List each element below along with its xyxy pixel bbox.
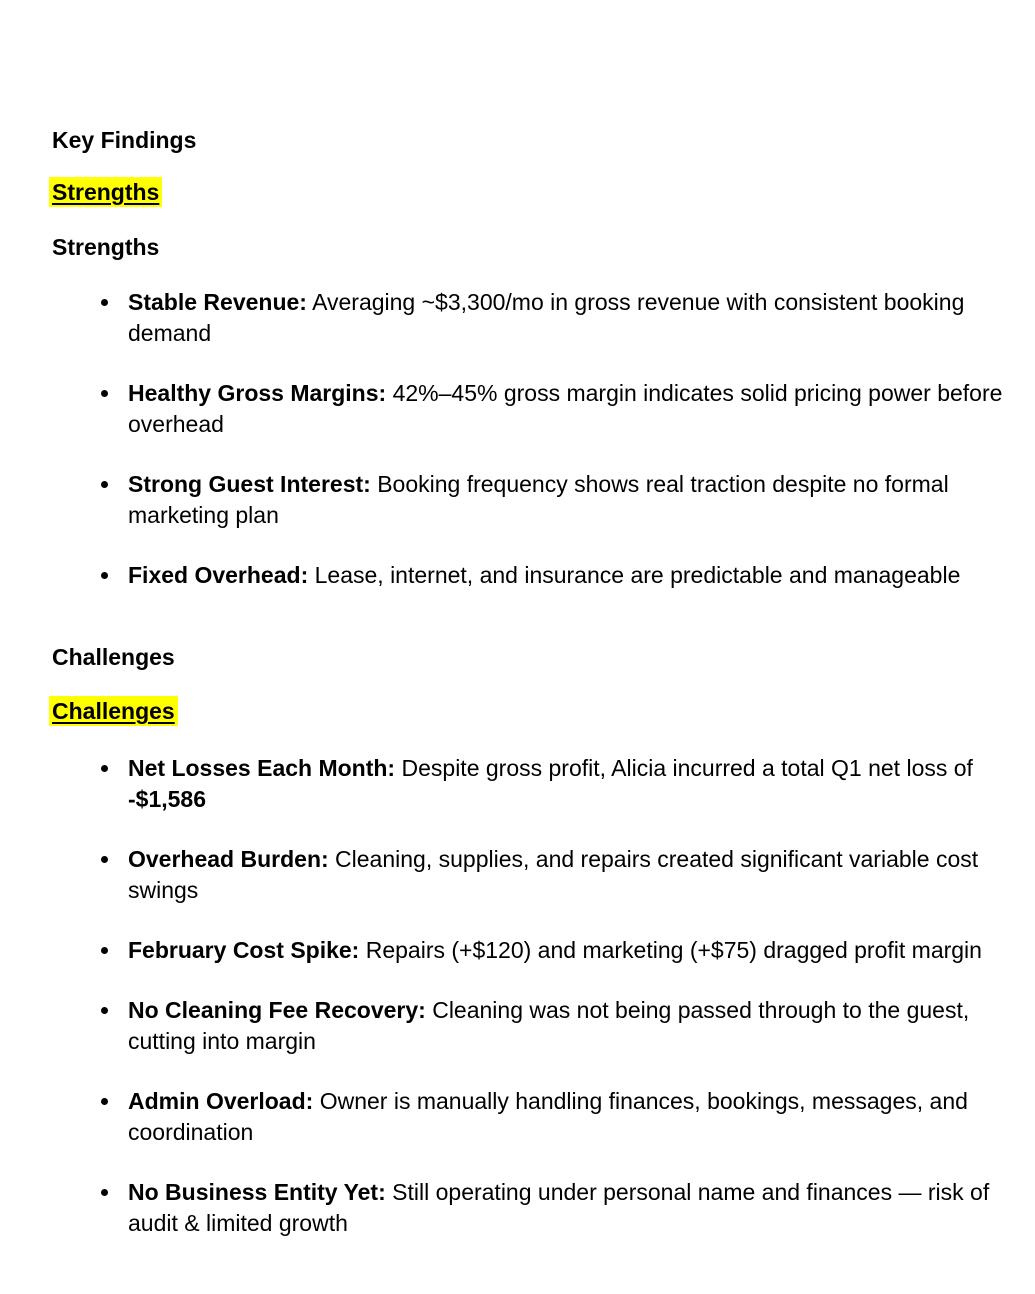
bullet-text: Owner is manually handling finances, bookings, messages, and coordination <box>128 1088 968 1145</box>
bullet-label: No Business Entity Yet: <box>128 1179 386 1205</box>
bullet-label: Net Losses Each Month: <box>128 755 396 781</box>
bullet-text: 42%–45% gross margin indicates solid pricing power before overhead <box>128 380 1003 437</box>
key-findings-heading: Key Findings <box>52 127 197 153</box>
list-item <box>128 378 1018 440</box>
bullet-text: Lease, internet, and insurance are predictable and manageable <box>308 562 961 588</box>
bullet-label: Fixed Overhead: <box>128 562 309 588</box>
bullet-label: Strong Guest Interest: <box>128 471 371 497</box>
bullet-text: Repairs (+$120) and marketing (+$75) dragged profit margin <box>359 937 982 963</box>
bullet-text: Cleaning, supplies, and repairs created significant variable cost swings <box>128 846 979 903</box>
challenges-bullet-list <box>128 753 1018 1239</box>
bullet-text: Still operating under personal name and finances — risk of audit & limited growth <box>128 1179 990 1236</box>
challenges-heading: Challenges <box>52 644 175 670</box>
bullet-text: Booking frequency shows real traction despite no formal marketing plan <box>128 471 949 528</box>
list-item <box>128 935 1018 966</box>
bullet-label: No Cleaning Fee Recovery: <box>128 997 426 1023</box>
list-item <box>128 844 1018 906</box>
list-item <box>128 469 1018 531</box>
list-item <box>128 1177 1018 1239</box>
bullet-label: -$1,586 <box>128 786 207 812</box>
bullet-label: Admin Overload: <box>128 1088 314 1114</box>
strengths-heading: Strengths <box>52 234 160 260</box>
bullet-text: Cleaning was not being passed through to the guest, cutting into margin <box>128 997 970 1054</box>
list-item <box>128 995 1018 1057</box>
bullet-label: February Cost Spike: <box>128 937 360 963</box>
bullet-label: Overhead Burden: <box>128 846 329 872</box>
strengths-bullet-list <box>128 287 1018 591</box>
bullet-text: Despite gross profit, Alicia incurred a total Q1 net loss of <box>395 755 973 781</box>
list-item <box>128 753 1018 815</box>
list-item <box>128 1086 1018 1148</box>
strengths-highlighted-link[interactable]: Strengths <box>49 177 162 207</box>
challenges-highlighted-link[interactable]: Challenges <box>49 696 178 726</box>
list-item <box>128 287 1018 349</box>
bullet-text: Averaging ~$3,300/mo in gross revenue with consistent booking demand <box>128 289 965 346</box>
challenges-highlight-line <box>52 696 1035 727</box>
list-item <box>128 560 1018 591</box>
bullet-label: Healthy Gross Margins: <box>128 380 387 406</box>
strengths-highlight-line <box>52 177 1035 208</box>
bullet-label: Stable Revenue: <box>128 289 307 315</box>
